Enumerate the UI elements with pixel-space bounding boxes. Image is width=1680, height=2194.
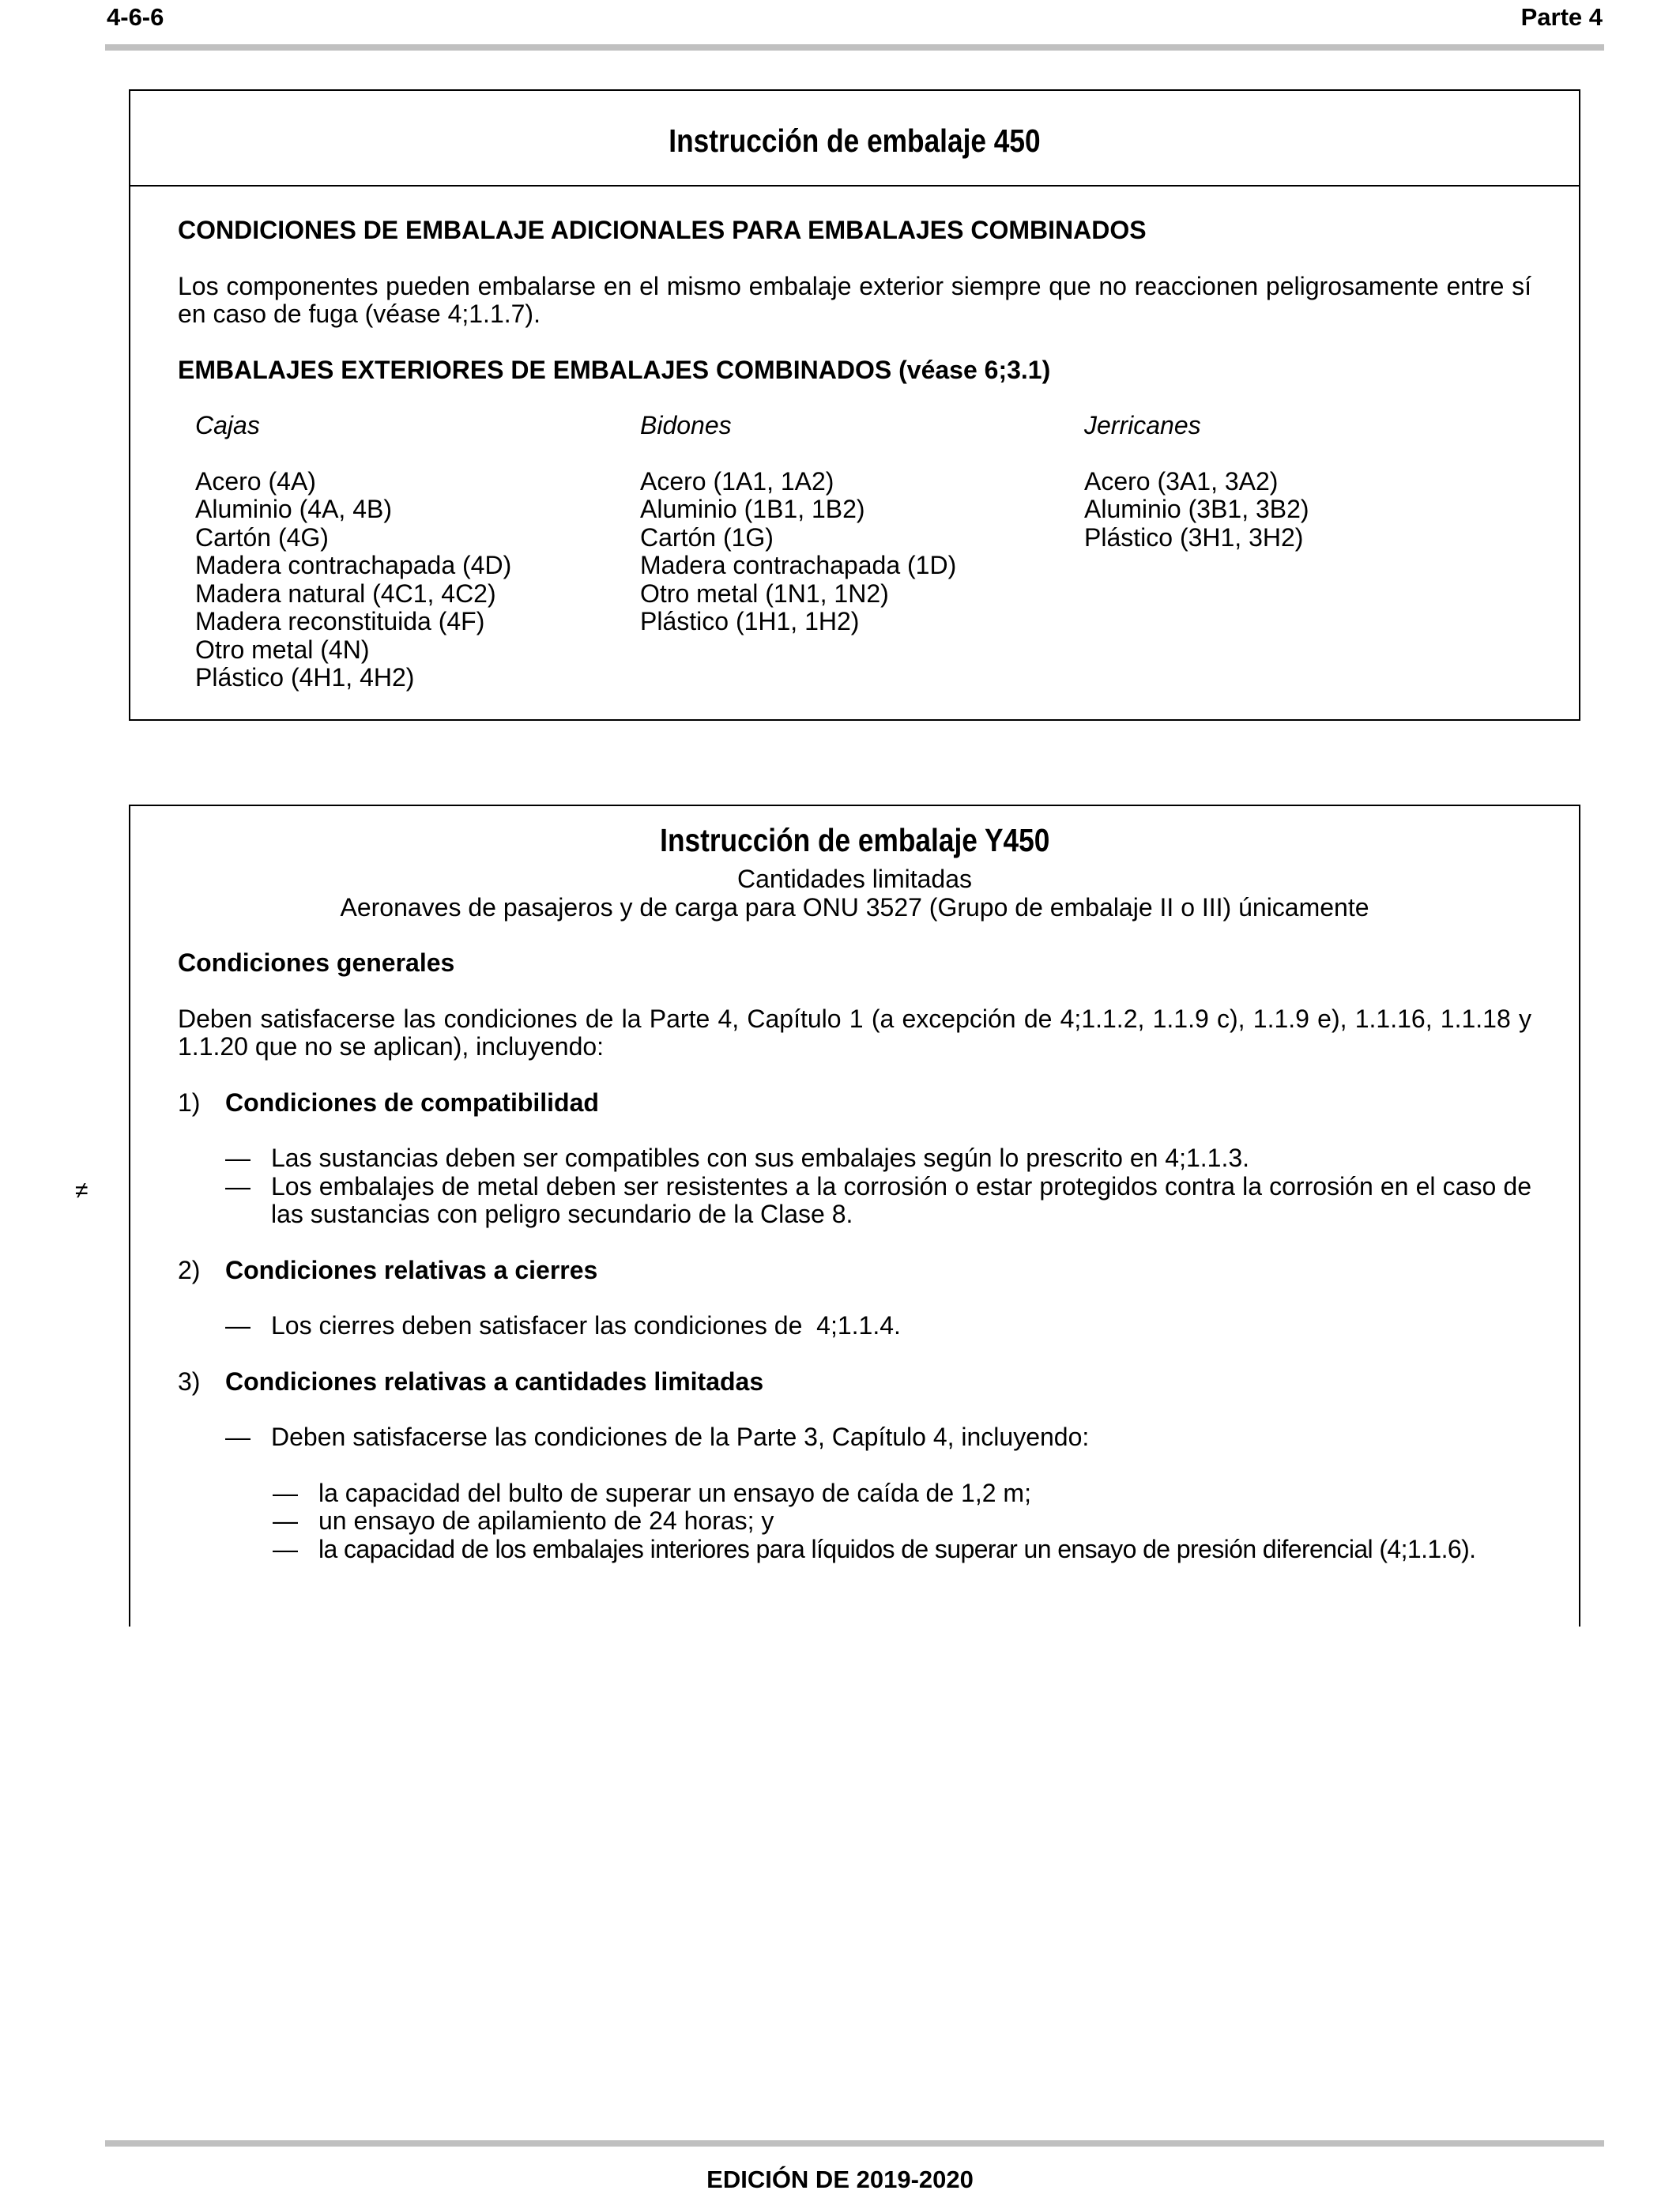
- item-text: Deben satisfacerse las condiciones de la Parte 3, Capítulo 4, incluyendo:: [271, 1423, 1090, 1451]
- heading-text: Condiciones de compatibilidad: [225, 1088, 599, 1117]
- box-title: Instrucción de embalaje 450: [669, 123, 1041, 159]
- box-body: [130, 187, 1579, 712]
- list-item: Acero (3A1, 3A2): [1084, 466, 1279, 496]
- list-item: Plástico (1H1, 1H2): [640, 607, 860, 635]
- item-number: 3): [178, 1367, 201, 1396]
- list-item: Madera contrachapada (1D): [640, 551, 957, 579]
- outer-packaging-columns: [178, 412, 1531, 712]
- item-text: la capacidad del bulto de superar un ensayo de caída de 1,2 m;: [318, 1478, 1031, 1507]
- title-bar: [130, 91, 1579, 187]
- revision-mark: ≠: [75, 1178, 89, 1204]
- item-text: Los embalajes de metal deben ser resistentes a la corrosión o estar protegidos contra la corrosión en el caso de las sustancias con peligro secundario de la Clase 8.: [271, 1171, 1531, 1228]
- column-jerricanes: [1084, 412, 1309, 552]
- dash-glyph: —: [273, 1506, 298, 1535]
- packing-instruction-450: [129, 89, 1580, 721]
- dash-glyph: —: [273, 1478, 298, 1507]
- dash-item: [178, 1423, 1531, 1452]
- list-item: Plástico (3H1, 3H2): [1084, 522, 1304, 552]
- list-item: Madera reconstituida (4F): [195, 607, 485, 635]
- subtitle: Aeronaves de pasajeros y de carga para ONU 3527 (Grupo de embalaje II o III) únicamente: [340, 892, 1369, 922]
- heading-text: Condiciones relativas a cierres: [225, 1255, 598, 1284]
- list-item: Aluminio (1B1, 1B2): [640, 495, 865, 523]
- item-text: la capacidad de los embalajes interiores para líquidos de superar un ensayo de presión diferencial (4;1.1.6).: [318, 1534, 1476, 1563]
- item-text: Las sustancias deben ser compatibles con sus embalajes según lo prescrito en 4;1.1.3.: [271, 1144, 1250, 1172]
- column-bidones: [640, 412, 956, 636]
- page-header: [107, 0, 1603, 44]
- footer-rule: [105, 2140, 1604, 2147]
- numbered-heading: [178, 1089, 1531, 1118]
- dash-glyph: —: [225, 1171, 250, 1201]
- list-item: Cartón (1G): [640, 522, 774, 552]
- list-item: Acero (4A): [195, 466, 316, 496]
- list-item: Madera contrachapada (4D): [195, 551, 512, 579]
- list-item: Otro metal (1N1, 1N2): [640, 579, 889, 608]
- dash-item: [178, 1173, 1531, 1229]
- heading-text: Condiciones relativas a cantidades limitadas: [225, 1367, 764, 1396]
- sub-dash-item: [178, 1536, 1531, 1564]
- sub-dash-item: [178, 1480, 1531, 1508]
- list-item: Otro metal (4N): [195, 635, 370, 664]
- paragraph: Los componentes pueden embalarse en el mismo embalaje exterior siempre que no reaccionen peligrosamente entre sí en caso de fuga (véase 4;1.1.7).: [178, 271, 1531, 328]
- item-number: 1): [178, 1088, 201, 1117]
- numbered-heading: [178, 1368, 1531, 1397]
- column-title: Bidones: [640, 411, 732, 439]
- list-item: Cartón (4G): [195, 522, 329, 552]
- dash-item: [178, 1312, 1531, 1340]
- box-title: Instrucción de embalaje Y450: [659, 822, 1050, 858]
- list-item: Madera natural (4C1, 4C2): [195, 579, 496, 608]
- list-item: Plástico (4H1, 4H2): [195, 663, 415, 692]
- header-rule: [105, 44, 1604, 51]
- page-number: 4-6-6: [107, 3, 164, 31]
- dash-item: [178, 1144, 1531, 1173]
- item-text: Los cierres deben satisfacer las condiciones de 4;1.1.4.: [271, 1311, 901, 1340]
- packing-instruction-y450: [129, 805, 1580, 1627]
- subtitle: Cantidades limitadas: [736, 865, 973, 893]
- dash-glyph: —: [225, 1311, 250, 1340]
- item-text: un ensayo de apilamiento de 24 horas; y: [318, 1506, 774, 1535]
- numbered-heading: [178, 1257, 1531, 1285]
- edition-footer: EDICIÓN DE 2019-2020: [706, 2166, 974, 2193]
- list-item: Acero (1A1, 1A2): [640, 466, 834, 496]
- section-heading: EMBALAJES EXTERIORES DE EMBALAJES COMBINADOS (véase 6;3.1): [178, 355, 1051, 384]
- section-heading: Condiciones generales: [178, 948, 455, 977]
- dash-glyph: —: [225, 1144, 250, 1172]
- paragraph: Deben satisfacerse las condiciones de la Parte 4, Capítulo 1 (a excepción de 4;1.1.2, 1.1.9 c), 1.1.9 e), 1.1.16, 1.1.18 y 1.1.20 que no se aplican), incluyendo:: [178, 1004, 1531, 1061]
- dash-glyph: —: [225, 1423, 250, 1451]
- column-cajas: [195, 412, 511, 692]
- part-label: Parte 4: [1520, 3, 1603, 31]
- title-area: [130, 806, 1579, 859]
- column-title: Jerricanes: [1084, 411, 1201, 439]
- list-item: Aluminio (3B1, 3B2): [1084, 495, 1309, 523]
- section-heading: CONDICIONES DE EMBALAJE ADICIONALES PARA EMBALAJES COMBINADOS: [178, 216, 1147, 244]
- item-number: 2): [178, 1255, 201, 1284]
- box-body: [130, 922, 1579, 1563]
- sub-dash-item: [178, 1507, 1531, 1536]
- column-title: Cajas: [195, 411, 260, 439]
- list-item: Aluminio (4A, 4B): [195, 495, 392, 523]
- dash-glyph: —: [273, 1534, 298, 1563]
